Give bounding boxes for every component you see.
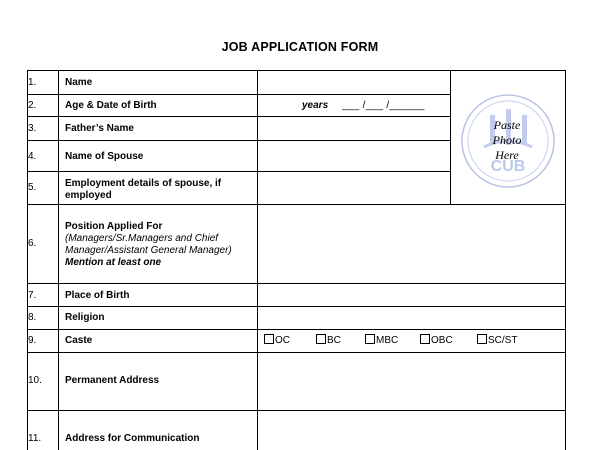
row-number: 4. (28, 151, 37, 162)
fathers-name-field[interactable] (258, 117, 450, 140)
checkbox-icon[interactable] (264, 334, 274, 344)
label-permanent-address: Permanent Address (65, 375, 160, 386)
row-number: 1. (28, 77, 37, 88)
label-place-of-birth: Place of Birth (65, 290, 130, 301)
checkbox-icon[interactable] (316, 334, 326, 344)
row-number: 5. (28, 182, 37, 193)
label-age-dob: Age & Date of Birth (65, 100, 157, 111)
checkbox-icon[interactable] (420, 334, 430, 344)
position-label-main: Position Applied For (65, 221, 163, 232)
label-spouse-employment: Employment details of spouse, if employed (65, 178, 222, 201)
checkbox-icon[interactable] (365, 334, 375, 344)
spouse-employment-field[interactable] (258, 172, 450, 204)
spouse-name-field[interactable] (258, 141, 450, 171)
label-position-applied (65, 221, 250, 269)
photo-text-line: Photo (492, 133, 522, 147)
row-number: 2. (28, 100, 37, 111)
communication-address-field[interactable] (258, 411, 565, 450)
caste-option-mbc[interactable]: MBC (365, 334, 398, 346)
position-applied-field[interactable] (258, 205, 565, 283)
label-caste: Caste (65, 335, 93, 346)
caste-option-bc[interactable]: BC (316, 334, 341, 346)
photo-text-line: Here (495, 148, 519, 162)
dob-field[interactable]: ___ /___ /______ (342, 100, 425, 111)
row-number: 10. (28, 375, 42, 386)
form-title: JOB APPLICATION FORM (221, 40, 379, 54)
cub-logo-text: CUB (490, 158, 526, 175)
caste-option-sc-st[interactable]: SC/ST (477, 334, 517, 346)
photo-text-line: Paste (493, 118, 521, 132)
permanent-address-field[interactable] (258, 353, 565, 410)
checkbox-icon[interactable] (477, 334, 487, 344)
place-of-birth-field[interactable] (258, 284, 565, 306)
caste-option-obc[interactable]: OBC (420, 334, 453, 346)
row-number: 6. (28, 238, 37, 249)
photo-placeholder (451, 118, 563, 163)
label-fathers-name: Father’s Name (65, 123, 134, 134)
label-name: Name (65, 77, 93, 88)
row-number: 3. (28, 123, 37, 134)
row-number: 9. (28, 335, 37, 346)
row-number: 7. (28, 290, 37, 301)
label-communication-address: Address for Communication (65, 433, 200, 444)
label-religion: Religion (65, 312, 105, 323)
label-spouse-name: Name of Spouse (65, 151, 144, 162)
name-field[interactable] (258, 71, 450, 94)
photo-box[interactable] (451, 71, 563, 204)
row-number: 8. (28, 312, 37, 323)
row-number: 11. (28, 433, 42, 444)
position-label-instruction: Mention at least one (65, 257, 162, 268)
religion-field[interactable] (258, 307, 565, 329)
years-label: years (302, 100, 329, 111)
caste-option-oc[interactable]: OC (264, 334, 290, 346)
position-label-note: (Managers/Sr.Managers and Chief Manager/Assistant General Manager) (65, 233, 232, 256)
